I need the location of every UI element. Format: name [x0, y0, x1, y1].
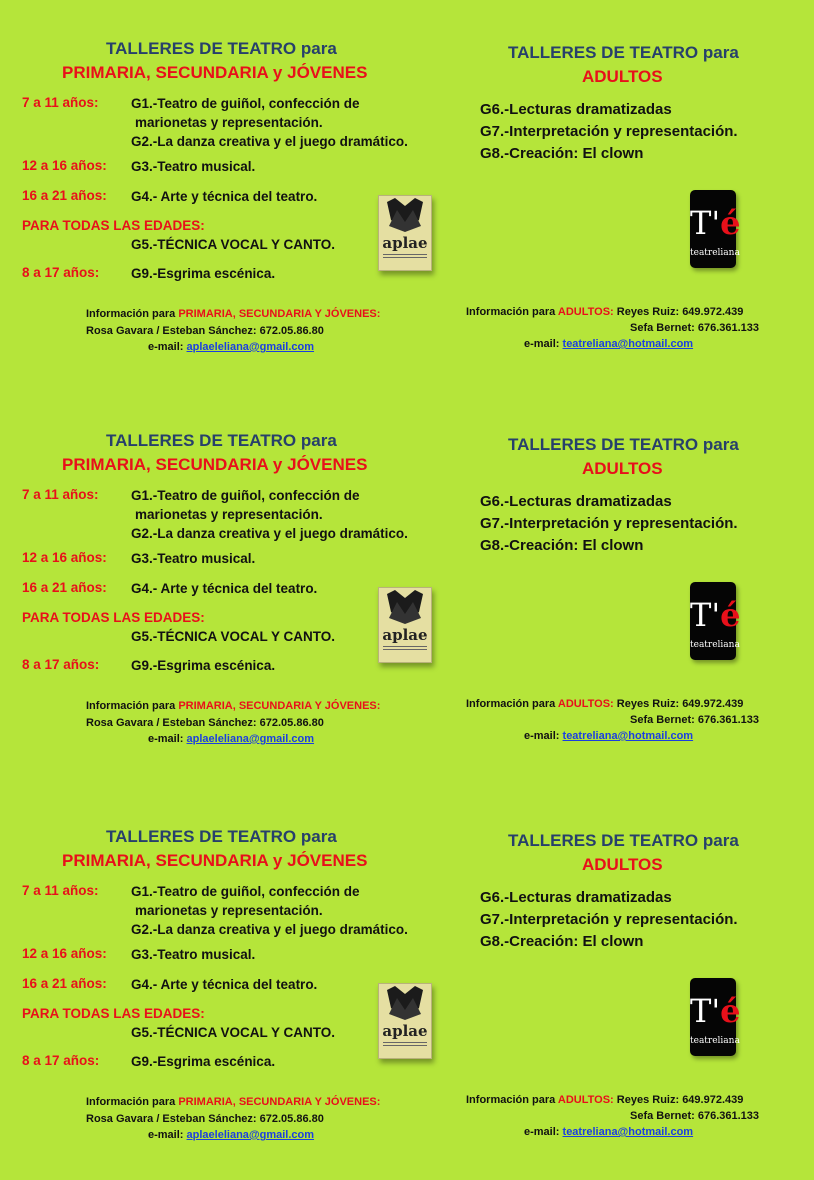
theatre-masks-icon	[379, 196, 431, 234]
aplae-logo	[378, 983, 432, 1059]
age-range: 16 a 21 años:	[22, 580, 107, 595]
teatreliana-logo	[690, 978, 741, 1056]
age-range: 8 a 17 años:	[22, 265, 100, 280]
adults-contact: Sefa Bernet: 676.361.133	[630, 714, 760, 726]
adults-title-line2: ADULTOS	[582, 459, 663, 478]
workshop-item: G4.- Arte y técnica del teatro.	[131, 189, 318, 204]
children-title-line1: TALLERES DE TEATRO para	[106, 827, 337, 846]
workshop-item: marionetas y representación.	[135, 903, 323, 918]
theatre-masks-icon	[379, 984, 431, 1022]
adult-workshop-item: G7.-Interpretación y representación.	[480, 911, 738, 928]
workshop-item: G9.-Esgrima escénica.	[131, 266, 276, 281]
adults-contact: Sefa Bernet: 676.361.133	[630, 1110, 760, 1122]
children-email-link[interactable]: aplaeleliana@gmail.com	[186, 733, 315, 745]
age-range: 16 a 21 años:	[22, 976, 107, 991]
adults-section	[440, 392, 814, 784]
children-contact: Rosa Gavara / Esteban Sánchez: 672.05.86.80	[86, 717, 324, 729]
adults-email-link[interactable]: teatreliana@hotmail.com	[562, 730, 694, 742]
children-email-line: e-mail: aplaeleliana@gmail.com	[148, 341, 315, 353]
age-range: 7 a 11 años:	[22, 883, 99, 898]
workshop-item: G1.-Teatro de guiñol, confección de	[131, 884, 360, 899]
adult-workshop-item: G6.-Lecturas dramatizadas	[480, 493, 672, 510]
age-range: 7 a 11 años:	[22, 95, 99, 110]
workshop-item: marionetas y representación.	[135, 507, 323, 522]
teatreliana-logo-text: teatreliana	[690, 640, 740, 650]
adults-title-line1: TALLERES DE TEATRO para	[508, 831, 739, 850]
adult-workshop-item: G6.-Lecturas dramatizadas	[480, 101, 672, 118]
flyer-sheet	[0, 788, 814, 1180]
children-section	[0, 0, 440, 392]
aplae-logo-text: aplae	[382, 1022, 428, 1040]
workshop-item: G3.-Teatro musical.	[131, 551, 256, 566]
adult-workshop-item: G8.-Creación: El clown	[480, 933, 644, 950]
workshop-item: G9.-Esgrima escénica.	[131, 658, 276, 673]
teatreliana-mark: T'é	[690, 992, 741, 1030]
adults-title-line2: ADULTOS	[582, 67, 663, 86]
workshop-item: G9.-Esgrima escénica.	[131, 1054, 276, 1069]
adults-section	[440, 0, 814, 392]
children-info-line: Información para PRIMARIA, SECUNDARIA Y JÓVENES:	[86, 1096, 381, 1108]
theatre-masks-icon	[379, 588, 431, 626]
adults-email-line: e-mail: teatreliana@hotmail.com	[524, 1126, 694, 1138]
adult-workshop-item: G7.-Interpretación y representación.	[480, 123, 738, 140]
children-info-line: Información para PRIMARIA, SECUNDARIA Y JÓVENES:	[86, 700, 381, 712]
children-email-line: e-mail: aplaeleliana@gmail.com	[148, 733, 315, 745]
teatreliana-mark: T'é	[690, 204, 741, 242]
children-contact: Rosa Gavara / Esteban Sánchez: 672.05.86.80	[86, 1113, 324, 1125]
children-title-line2: PRIMARIA, SECUNDARIA y JÓVENES	[62, 63, 368, 82]
flyer-sheet	[0, 0, 814, 392]
workshop-item: G3.-Teatro musical.	[131, 947, 256, 962]
age-range: 12 a 16 años:	[22, 158, 107, 173]
adults-section	[440, 788, 814, 1180]
adults-title-line1: TALLERES DE TEATRO para	[508, 43, 739, 62]
children-section	[0, 392, 440, 784]
children-email-line: e-mail: aplaeleliana@gmail.com	[148, 1129, 315, 1141]
workshop-item: G2.-La danza creativa y el juego dramático.	[131, 526, 408, 541]
age-range: PARA TODAS LAS EDADES:	[22, 218, 205, 233]
teatreliana-logo	[690, 190, 741, 268]
workshop-item: G3.-Teatro musical.	[131, 159, 256, 174]
children-contact: Rosa Gavara / Esteban Sánchez: 672.05.86.80	[86, 325, 324, 337]
children-title-line1: TALLERES DE TEATRO para	[106, 431, 337, 450]
workshop-item: G2.-La danza creativa y el juego dramático.	[131, 134, 408, 149]
workshop-item: G5.-TÉCNICA VOCAL Y CANTO.	[131, 237, 336, 252]
adult-workshop-item: G7.-Interpretación y representación.	[480, 515, 738, 532]
adult-workshop-item: G8.-Creación: El clown	[480, 537, 644, 554]
adults-info-line: Información para ADULTOS: Reyes Ruiz: 649.972.439	[466, 1094, 744, 1106]
children-info-line: Información para PRIMARIA, SECUNDARIA Y JÓVENES:	[86, 308, 381, 320]
children-title-line2: PRIMARIA, SECUNDARIA y JÓVENES	[62, 455, 368, 474]
children-title-line2: PRIMARIA, SECUNDARIA y JÓVENES	[62, 851, 368, 870]
adults-title-line1: TALLERES DE TEATRO para	[508, 435, 739, 454]
adults-title-line2: ADULTOS	[582, 855, 663, 874]
age-range: 8 a 17 años:	[22, 657, 100, 672]
children-email-link[interactable]: aplaeleliana@gmail.com	[186, 1129, 315, 1141]
aplae-logo	[378, 587, 432, 663]
age-range: PARA TODAS LAS EDADES:	[22, 1006, 205, 1021]
workshop-item: G1.-Teatro de guiñol, confección de	[131, 488, 360, 503]
adult-workshop-item: G8.-Creación: El clown	[480, 145, 644, 162]
adults-email-line: e-mail: teatreliana@hotmail.com	[524, 730, 694, 742]
age-range: 12 a 16 años:	[22, 550, 107, 565]
adults-contact: Sefa Bernet: 676.361.133	[630, 322, 760, 334]
adults-email-line: e-mail: teatreliana@hotmail.com	[524, 338, 694, 350]
adult-workshop-item: G6.-Lecturas dramatizadas	[480, 889, 672, 906]
workshop-item: G2.-La danza creativa y el juego dramático.	[131, 922, 408, 937]
age-range: 7 a 11 años:	[22, 487, 99, 502]
aplae-logo	[378, 195, 432, 271]
aplae-logo-text: aplae	[382, 234, 428, 252]
children-section	[0, 788, 440, 1180]
adults-info-line: Información para ADULTOS: Reyes Ruiz: 649.972.439	[466, 698, 744, 710]
teatreliana-logo-text: teatreliana	[690, 1036, 740, 1046]
teatreliana-logo	[690, 582, 741, 660]
aplae-logo-text: aplae	[382, 626, 428, 644]
workshop-item: G4.- Arte y técnica del teatro.	[131, 581, 318, 596]
age-range: 8 a 17 años:	[22, 1053, 100, 1068]
adults-email-link[interactable]: teatreliana@hotmail.com	[562, 338, 694, 350]
workshop-item: marionetas y representación.	[135, 115, 323, 130]
adults-info-line: Información para ADULTOS: Reyes Ruiz: 649.972.439	[466, 306, 744, 318]
teatreliana-logo-text: teatreliana	[690, 248, 740, 258]
children-email-link[interactable]: aplaeleliana@gmail.com	[186, 341, 315, 353]
workshop-item: G5.-TÉCNICA VOCAL Y CANTO.	[131, 1025, 336, 1040]
workshop-item: G1.-Teatro de guiñol, confección de	[131, 96, 360, 111]
workshop-item: G4.- Arte y técnica del teatro.	[131, 977, 318, 992]
workshop-item: G5.-TÉCNICA VOCAL Y CANTO.	[131, 629, 336, 644]
children-title-line1: TALLERES DE TEATRO para	[106, 39, 337, 58]
age-range: 12 a 16 años:	[22, 946, 107, 961]
flyer-sheet	[0, 392, 814, 784]
teatreliana-mark: T'é	[690, 596, 741, 634]
age-range: 16 a 21 años:	[22, 188, 107, 203]
age-range: PARA TODAS LAS EDADES:	[22, 610, 205, 625]
adults-email-link[interactable]: teatreliana@hotmail.com	[562, 1126, 694, 1138]
